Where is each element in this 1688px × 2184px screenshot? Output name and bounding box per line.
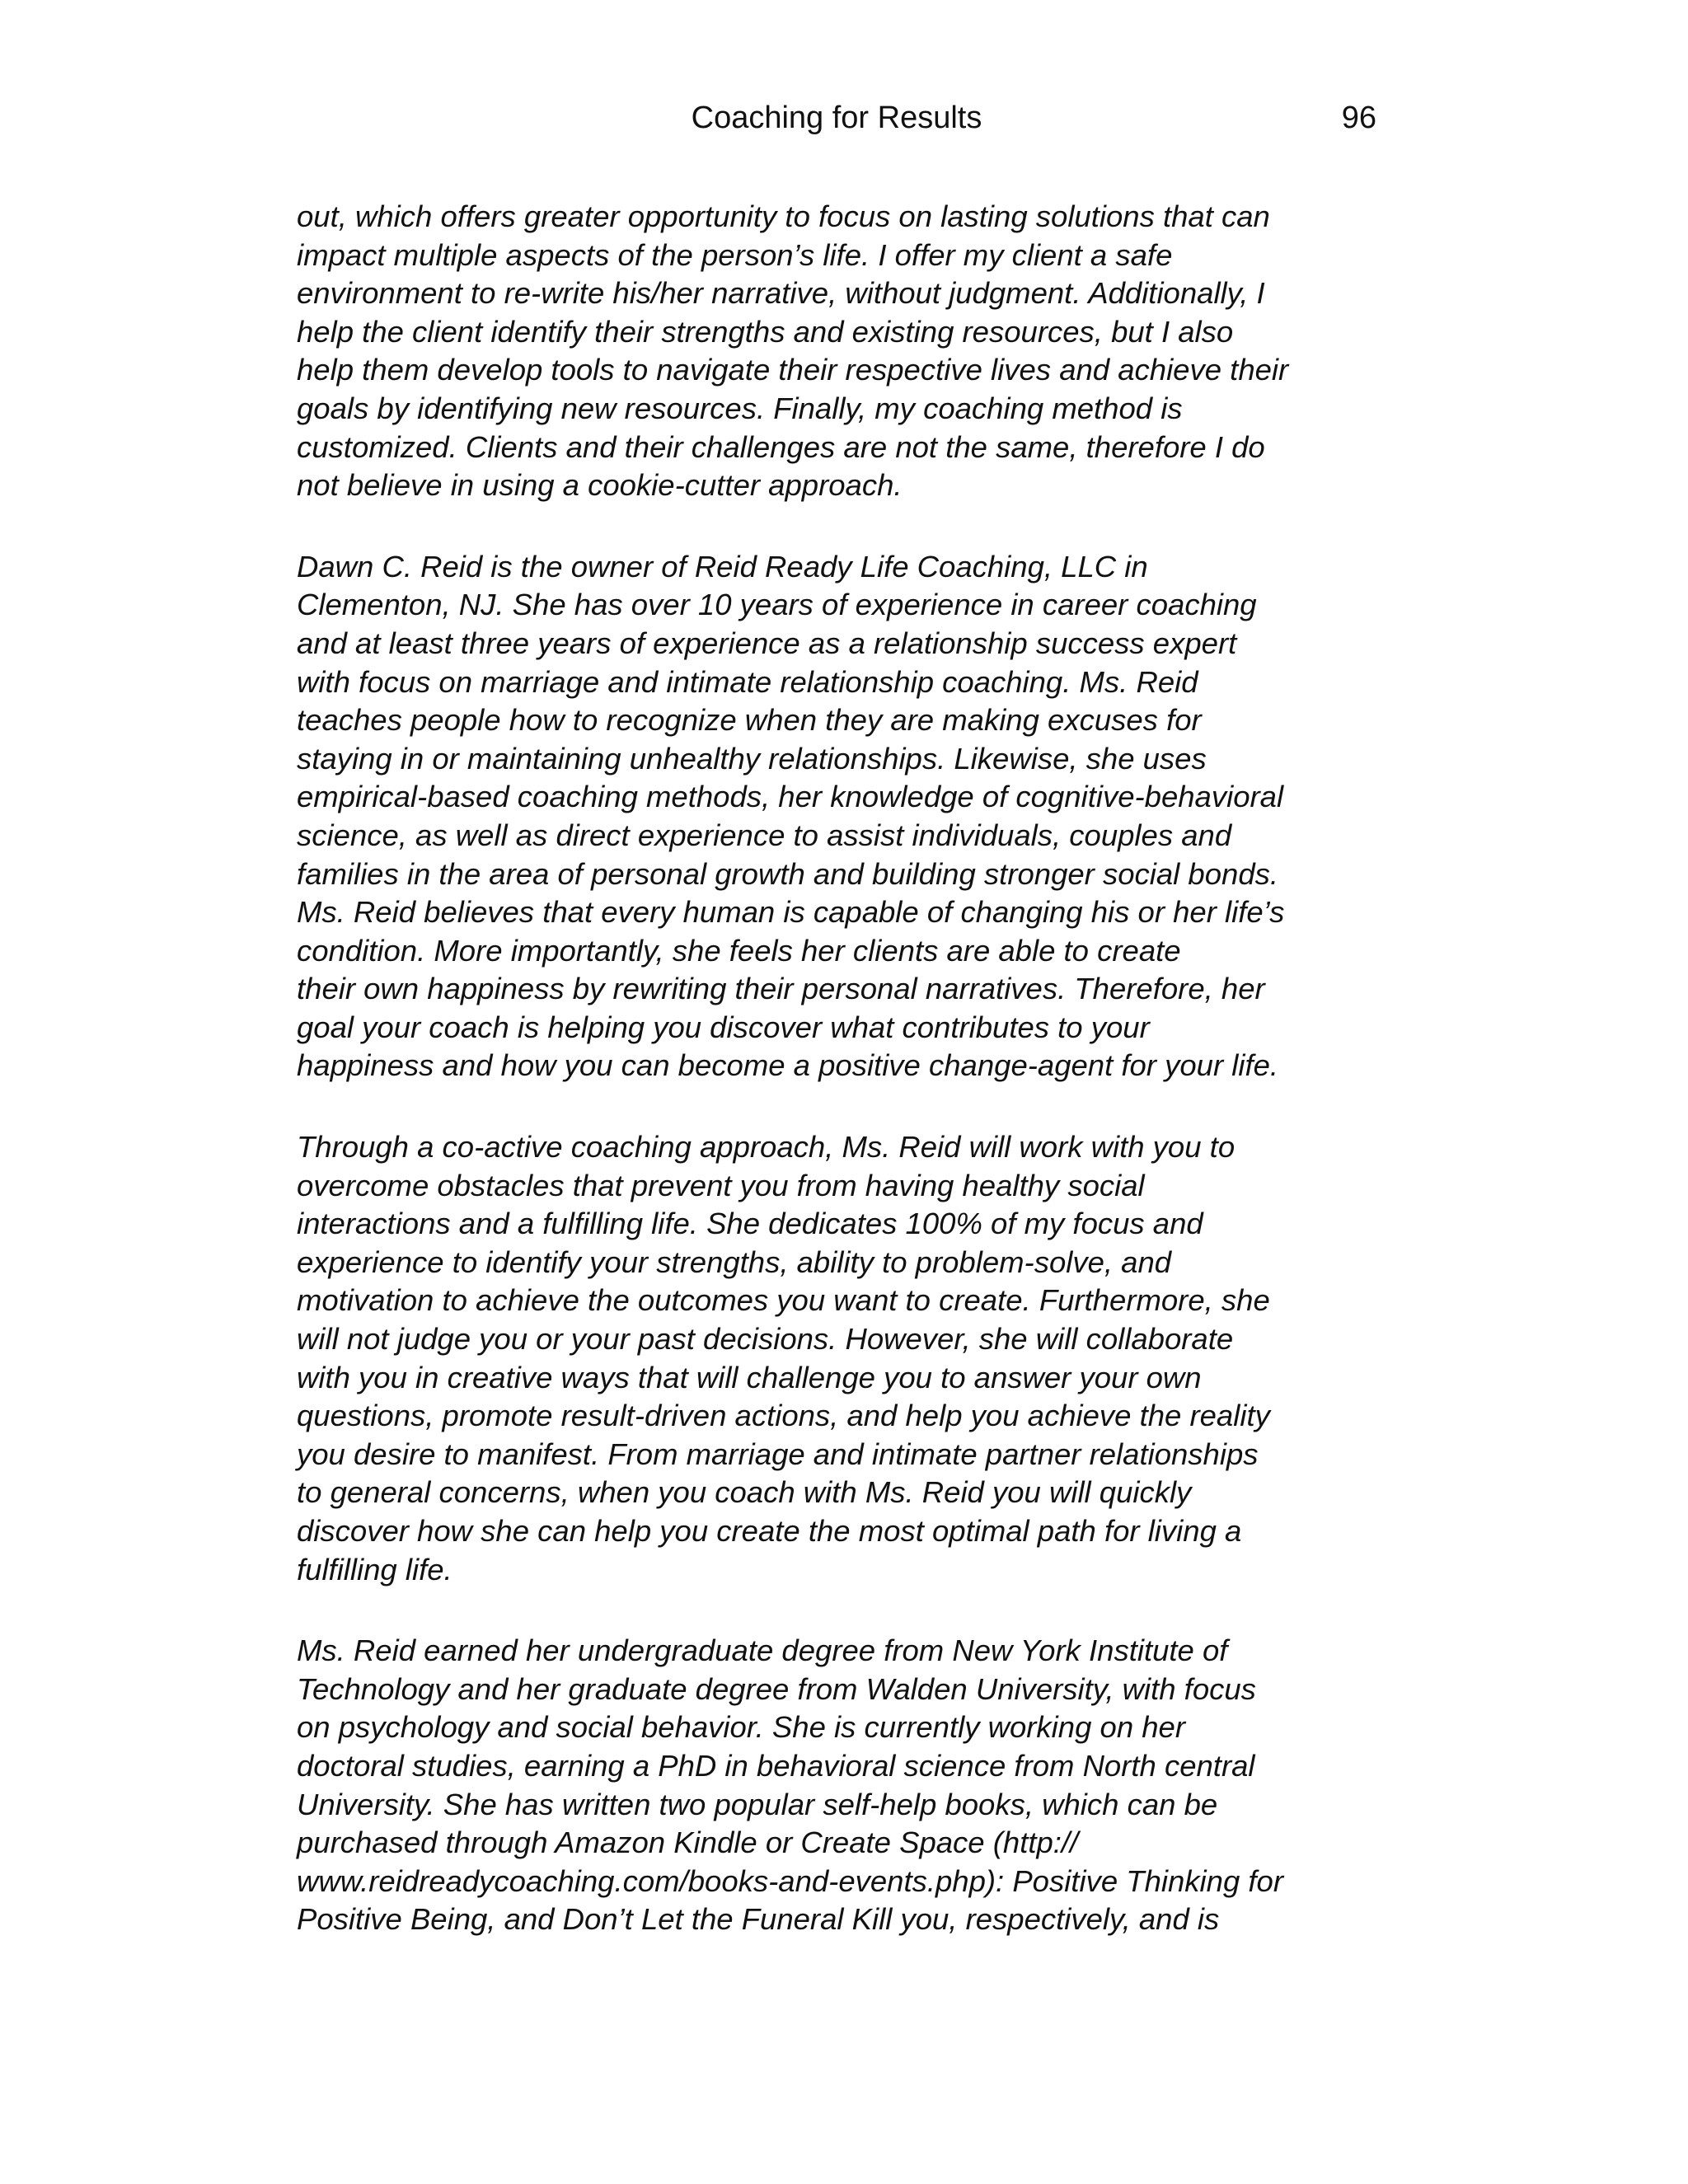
text-line: questions, promote result-driven actions, and help you achieve the reality xyxy=(297,1399,1270,1433)
text-line: Ms. Reid believes that every human is capable of changing his or her life’s xyxy=(297,895,1285,930)
text-line: University. She has written two popular self-help books, which can be xyxy=(297,1787,1218,1821)
text-line: environment to re-write his/her narrative, without judgment. Additionally, I xyxy=(297,276,1265,311)
text-line: experience to identify your strengths, ability to problem-solve, and xyxy=(297,1244,1172,1279)
text-line: happiness and how you can become a positive change-agent for your life. xyxy=(297,1048,1279,1083)
text-line: condition. More importantly, she feels her clients are able to create xyxy=(297,933,1181,968)
running-header xyxy=(297,97,1376,138)
text-line: out, which offers greater opportunity to focus on lasting solutions that can xyxy=(297,199,1270,233)
text-line: not believe in using a cookie-cutter approach. xyxy=(297,468,903,503)
text-line: you desire to manifest. From marriage and intimate partner relationships xyxy=(297,1436,1259,1471)
text-line: fulfilling life. xyxy=(297,1552,452,1586)
text-line: with you in creative ways that will challenge you to answer your own xyxy=(297,1360,1202,1394)
text-line: Clementon, NJ. She has over 10 years of experience in career coaching xyxy=(297,588,1257,622)
running-title: Coaching for Results xyxy=(691,101,982,135)
text-line: overcome obstacles that prevent you from having healthy social xyxy=(297,1168,1145,1202)
text-line: www.reidreadycoaching.com/books-and-events.php): Positive Thinking for xyxy=(297,1863,1283,1898)
text-line: staying in or maintaining unhealthy relationships. Likewise, she uses xyxy=(297,741,1207,776)
text-line: help the client identify their strengths and existing resources, but I also xyxy=(297,314,1234,349)
text-line: interactions and a fulfilling life. She dedicates 100% of my focus and xyxy=(297,1207,1203,1241)
body-paragraph xyxy=(297,198,1393,505)
text-line: on psychology and social behavior. She is currently working on her xyxy=(297,1710,1186,1745)
text-line: their own happiness by rewriting their personal narratives. Therefore, her xyxy=(297,972,1265,1006)
text-line: purchased through Amazon Kindle or Create Space (http:// xyxy=(297,1825,1079,1860)
text-line: families in the area of personal growth and building stronger social bonds. xyxy=(297,856,1279,891)
text-line: Technology and her graduate degree from Walden University, with focus xyxy=(297,1671,1256,1706)
body-paragraph xyxy=(297,1632,1393,1939)
text-line: customized. Clients and their challenges are not the same, therefore I do xyxy=(297,429,1265,464)
body-paragraph xyxy=(297,1128,1393,1589)
text-line: help them develop tools to navigate their respective lives and achieve their xyxy=(297,353,1289,387)
text-line: teaches people how to recognize when they are making excuses for xyxy=(297,703,1202,738)
body-paragraph xyxy=(297,548,1393,1085)
text-line: Dawn C. Reid is the owner of Reid Ready Life Coaching, LLC in xyxy=(297,549,1148,583)
text-line: to general concerns, when you coach with Ms. Reid you will quickly xyxy=(297,1475,1192,1510)
text-line: Positive Being, and Don’t Let the Funeral Kill you, respectively, and is xyxy=(297,1902,1220,1937)
text-line: and at least three years of experience as a relationship success expert xyxy=(297,626,1237,660)
text-line: motivation to achieve the outcomes you want to create. Furthermore, she xyxy=(297,1283,1270,1318)
body-text xyxy=(297,198,1393,1982)
text-line: goal your coach is helping you discover what contributes to your xyxy=(297,1010,1150,1044)
text-line: will not judge you or your past decisions. However, she will collaborate xyxy=(297,1322,1234,1357)
text-line: goals by identifying new resources. Finally, my coaching method is xyxy=(297,391,1183,425)
text-line: discover how she can help you create the most optimal path for living a xyxy=(297,1514,1242,1548)
text-line: impact multiple aspects of the person’s life. I offer my client a safe xyxy=(297,237,1173,272)
text-line: Ms. Reid earned her undergraduate degree from New York Institute of xyxy=(297,1633,1228,1668)
text-line: with focus on marriage and intimate relationship coaching. Ms. Reid xyxy=(297,664,1198,699)
text-line: Through a co-active coaching approach, Ms. Reid will work with you to xyxy=(297,1130,1236,1165)
text-line: science, as well as direct experience to assist individuals, couples and xyxy=(297,818,1232,852)
page-number: 96 xyxy=(1341,101,1376,135)
text-line: doctoral studies, earning a PhD in behavioral science from North central xyxy=(297,1748,1255,1783)
text-line: empirical-based coaching methods, her knowledge of cognitive-behavioral xyxy=(297,780,1284,814)
